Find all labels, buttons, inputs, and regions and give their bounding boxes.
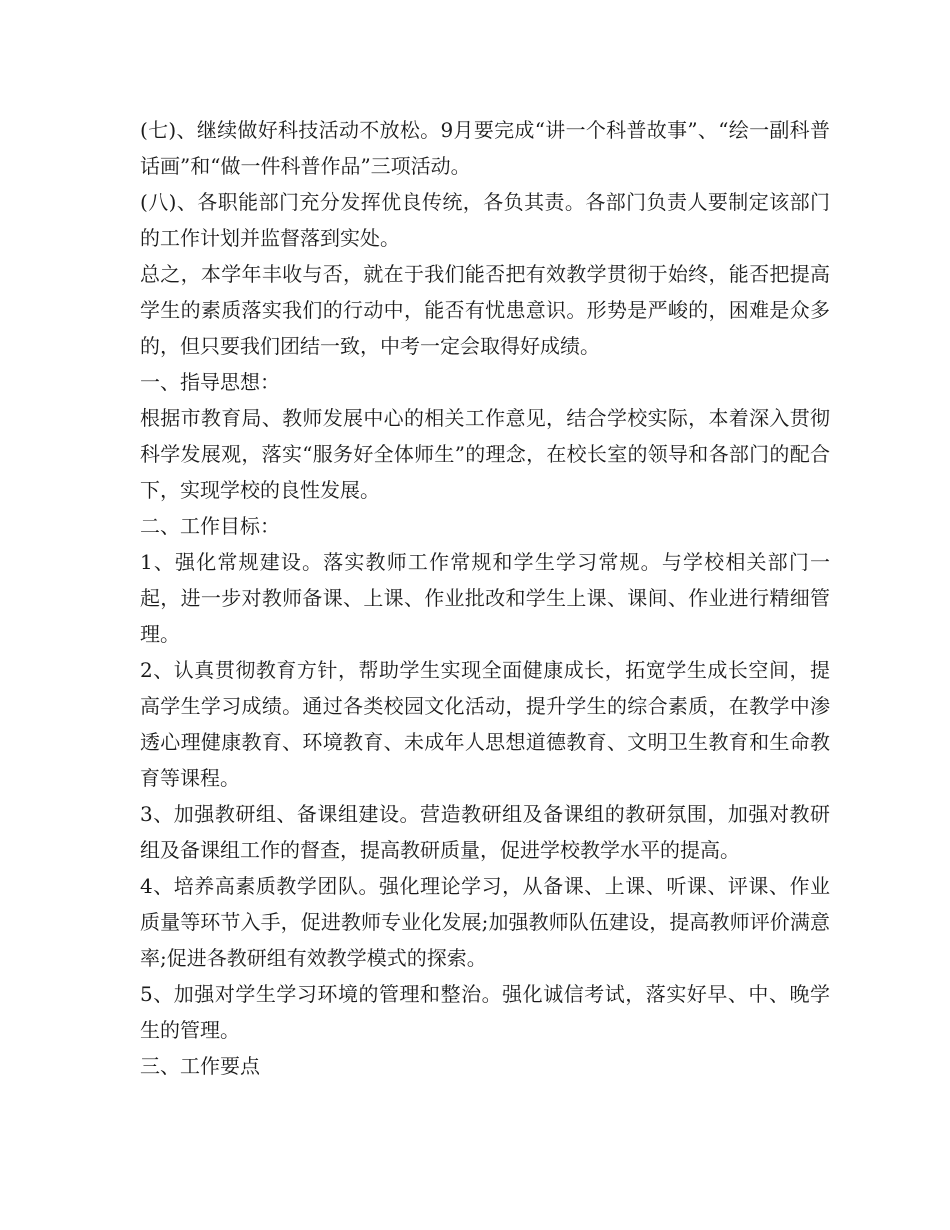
document-body <box>140 112 830 1084</box>
paragraph-summary: 总之，本学年丰收与否，就在于我们能否把有效教学贯彻于始终，能否把提高学生的素质落实我们的行动中，能否有忧患意识。形势是严峻的，困难是众多的，但只要我们团结一致，中考一定会取得好成绩。 <box>140 262 830 358</box>
heading-guiding-ideology: 一、指导思想： <box>140 370 280 394</box>
paragraph-guiding-ideology: 根据市教育局、教师发展中心的相关工作意见，结合学校实际，本着深入贯彻科学发展观，落实“服务好全体师生”的理念，在校长室的领导和各部门的配合下，实现学校的良性发展。 <box>140 406 830 502</box>
list-item-goal-4: 4、培养高素质教学团队。强化理论学习，从备课、上课、听课、评课、作业质量等环节入手，促进教师专业化发展;加强教师队伍建设，提高教师评价满意率;促进各教研组有效教学模式的探索。 <box>140 874 830 970</box>
list-item-goal-5: 5、加强对学生学习环境的管理和整治。强化诚信考试，落实好早、中、晚学生的管理。 <box>140 982 830 1042</box>
list-item-goal-2: 2、认真贯彻教育方针，帮助学生实现全面健康成长，拓宽学生成长空间，提高学生学习成绩。通过各类校园文化活动，提升学生的综合素质，在教学中渗透心理健康教育、环境教育、未成年人思想道德教育、文明卫生教育和生命教育等课程。 <box>140 658 830 790</box>
heading-work-goals: 二、工作目标： <box>140 514 280 538</box>
heading-work-points: 三、工作要点 <box>140 1054 260 1078</box>
paragraph-science-activities: (七)、继续做好科技活动不放松。9月要完成“讲一个科普故事”、“绘一副科普话画”和“做一件科普作品”三项活动。 <box>140 118 830 178</box>
list-item-goal-1: 1、强化常规建设。落实教师工作常规和学生学习常规。与学校相关部门一起，进一步对教师备课、上课、作业批改和学生上课、课间、作业进行精细管理。 <box>140 550 830 646</box>
list-item-goal-3: 3、加强教研组、备课组建设。营造教研组及备课组的教研氛围，加强对教研组及备课组工作的督查，提高教研质量，促进学校教学水平的提高。 <box>140 802 830 862</box>
paragraph-departments: (八)、各职能部门充分发挥优良传统，各负其责。各部门负责人要制定该部门的工作计划并监督落到实处。 <box>140 190 830 250</box>
